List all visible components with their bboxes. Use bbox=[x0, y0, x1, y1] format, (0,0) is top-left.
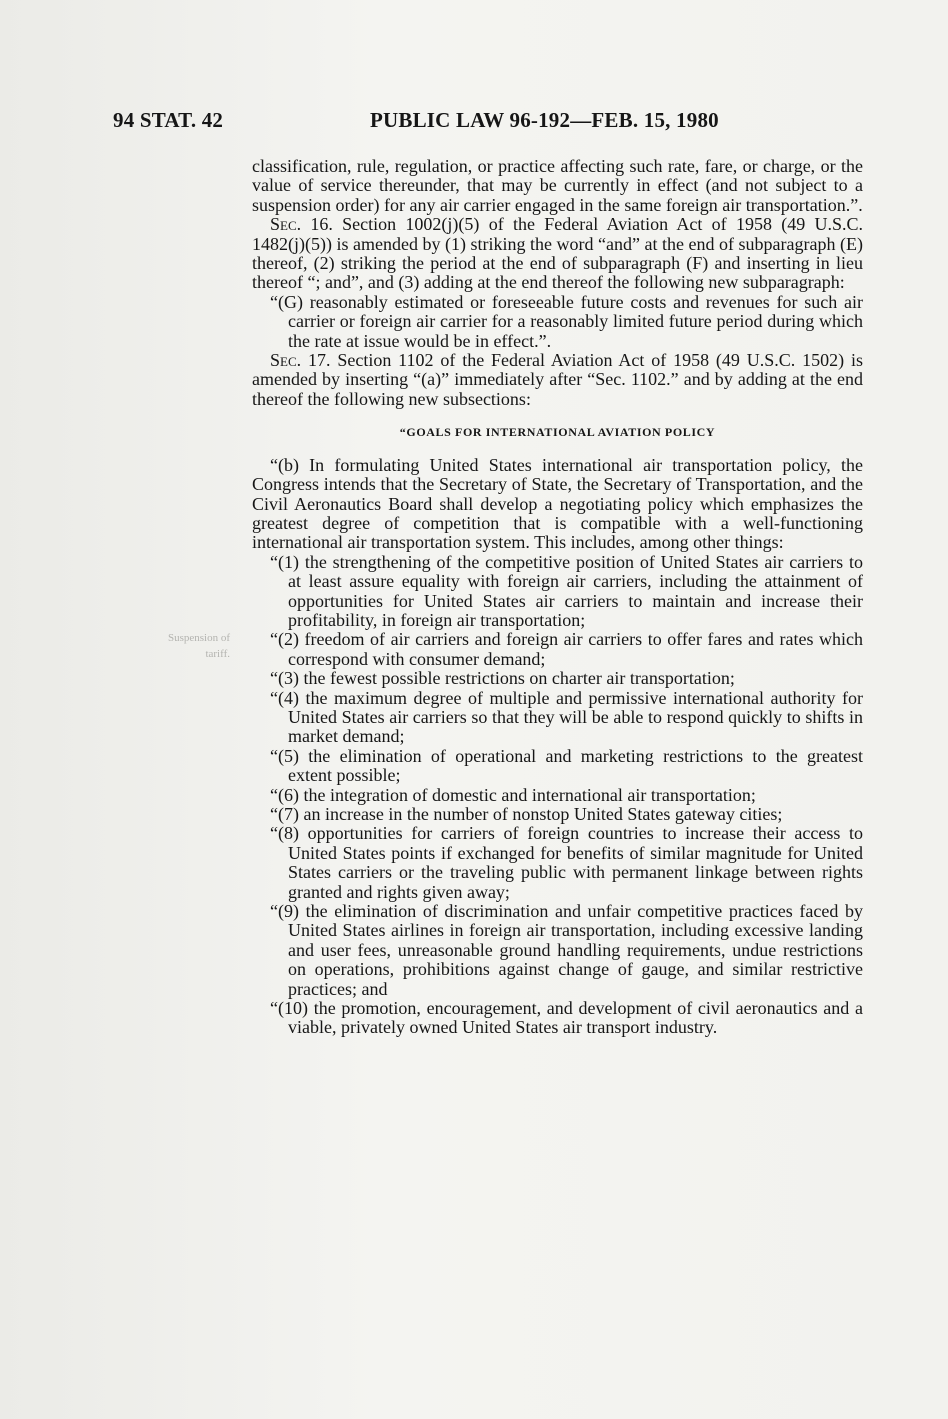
goal-item-2: “(2) freedom of air carriers and foreign air carriers to offer fares and rates which correspond with consumer demand; bbox=[270, 629, 863, 669]
goal-item-6: “(6) the integration of domestic and international air transportation; bbox=[270, 784, 756, 805]
goal-item-9: “(9) the elimination of discrimination and unfair competitive practices faced by United States airlines in foreign air transportation, including excessive landing and user fees, unreasonable ground handling requirements, undue restrictions on operations, prohibitions against change of gauge, and similar restrictive practices; and bbox=[270, 901, 863, 999]
section-heading: “GOALS FOR INTERNATIONAL AVIATION POLICY bbox=[399, 425, 716, 440]
section-16-text: 16. Section 1002(j)(5) of the Federal Aviation Act of 1958 (49 U.S.C. 1482(j)(5)) is amended by (1) striking the word “and” at the end of subparagraph (E) thereof, (2) striking the period at the end of subparagraph (F) and inserting in lieu thereof “; and”, and (3) adding at the end thereof the following new subparagraph: bbox=[252, 214, 863, 293]
paragraph-continuation: classification, rule, regulation, or practice affecting such rate, fare, or charge, or the value of service thereunder, that may be currently in effect (and not subject to a suspension order) for any air carrier engaged in the same foreign air transportation.”. bbox=[252, 156, 863, 215]
subparagraph-g: “(G) reasonably estimated or foreseeable future costs and revenues for such air carrier or foreign air carrier for a reasonably limited future period during which the rate at issue would be in effect.”. bbox=[270, 291, 863, 351]
goal-item-4: “(4) the maximum degree of multiple and permissive international authority for United States air carriers so that they will be able to respond quickly to shifts in market demand; bbox=[270, 687, 863, 747]
document-body bbox=[252, 157, 863, 1038]
section-label: Sec. bbox=[270, 350, 302, 371]
goal-item-1: “(1) the strengthening of the competitive position of United States air carriers to at least assure equality with foreign air carriers, including the attainment of opportunities for United States air carriers to maintain and increase their profitability, in foreign air transportation; bbox=[270, 551, 863, 630]
margin-note: Suspension of tariff. bbox=[167, 632, 230, 660]
section-17-text: 17. Section 1102 of the Federal Aviation Act of 1958 (49 U.S.C. 1502) is amended by inserting “(a)” immediately after “Sec. 1102.” and by adding at the end thereof the following new subsections: bbox=[252, 350, 863, 409]
goal-item-7: “(7) an increase in the number of nonstop United States gateway cities; bbox=[270, 804, 783, 824]
section-16-paragraph bbox=[252, 215, 863, 293]
goal-item-10: “(10) the promotion, encouragement, and development of civil aeronautics and a viable, privately owned United States air transport industry. bbox=[270, 998, 863, 1038]
goal-item-8: “(8) opportunities for carriers of foreign countries to increase their access to United States points if exchanged for benefits of similar magnitude for United States carriers or the traveling public with permanent linkage between rights granted and rights given away; bbox=[270, 823, 863, 902]
goal-item-5: “(5) the elimination of operational and marketing restrictions to the greatest extent possible; bbox=[270, 745, 863, 786]
section-17-paragraph bbox=[252, 351, 863, 409]
section-label: Sec. bbox=[270, 214, 302, 235]
page-title: PUBLIC LAW 96-192—FEB. 15, 1980 bbox=[370, 108, 719, 132]
goal-item-3: “(3) the fewest possible restrictions on charter air transportation; bbox=[270, 668, 735, 689]
page-citation: 94 STAT. 42 bbox=[113, 108, 224, 132]
subsection-b-paragraph: “(b) In formulating United States international air transportation policy, the Congress intends that the Secretary of State, the Secretary of Transportation, and the Civil Aeronautics Board shall develop a negotiating policy which emphasizes the greatest degree of competition that is compatible with a well-functioning international air transportation system. This includes, among other things: bbox=[252, 454, 863, 553]
